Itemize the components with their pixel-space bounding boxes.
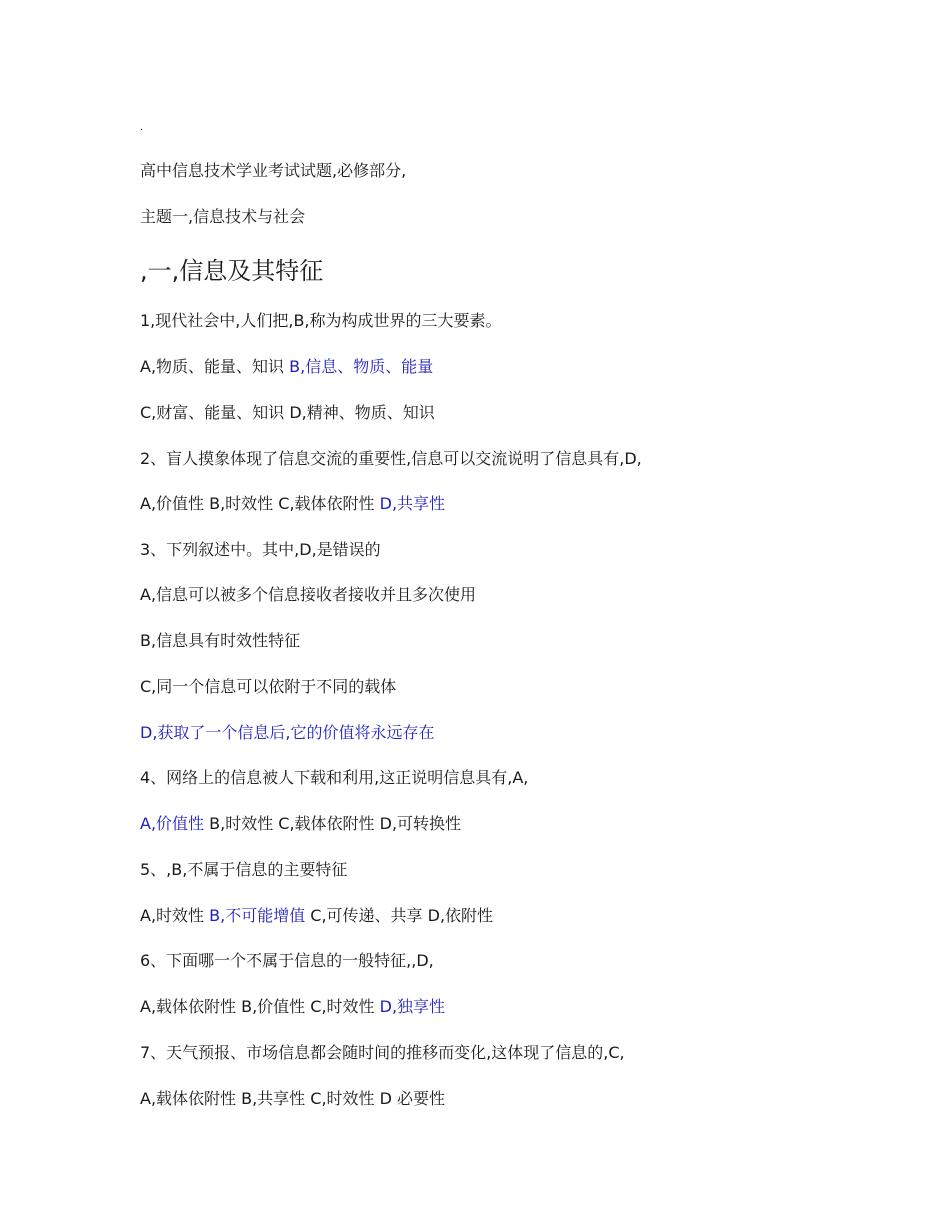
- question-2-options: [140, 493, 445, 515]
- question-5: 5、,B,不属于信息的主要特征: [140, 860, 348, 879]
- q3-option-b: B,信息具有时效性特征: [140, 631, 301, 650]
- question-3: 3、下列叙述中。其中,D,是错误的: [140, 540, 381, 559]
- question-5-options: [140, 905, 493, 927]
- question-1-options-line-1: [140, 356, 433, 378]
- q5-options-rest: C,可传递、共享 D,依附性: [305, 906, 494, 925]
- topic-title: 主题一,信息技术与社会: [140, 207, 306, 226]
- q5-option-a: A,时效性: [140, 906, 210, 925]
- question-7-options: A,载体依附性 B,共享性 C,时效性 D 必要性: [140, 1089, 446, 1108]
- question-7: 7、天气预报、市场信息都会随时间的推移而变化,这体现了信息的,C,: [140, 1043, 625, 1062]
- question-4: 4、网络上的信息被人下载和利用,这正说明信息具有,A,: [140, 768, 529, 787]
- q1-option-a: A,物质、能量、知识: [140, 357, 290, 376]
- question-2: 2、盲人摸象体现了信息交流的重要性,信息可以交流说明了信息具有,D,: [140, 449, 642, 468]
- q3-option-a: A,信息可以被多个信息接收者接收并且多次使用: [140, 585, 477, 604]
- q4-options-rest: B,时效性 C,载体依附性 D,可转换性: [204, 814, 462, 833]
- q6-answer-option-d: D,独享性: [379, 997, 446, 1016]
- question-1-options-line-2: C,财富、能量、知识 D,精神、物质、知识: [140, 403, 435, 422]
- question-6-options: [140, 996, 445, 1018]
- header-dot: .: [140, 122, 144, 133]
- question-6: 6、下面哪一个不属于信息的一般特征,,D,: [140, 951, 434, 970]
- document-title: 高中信息技术学业考试试题,必修部分,: [140, 161, 407, 180]
- q1-answer-option-b: B,信息、物质、能量: [289, 357, 434, 376]
- q2-answer-option-d: D,共享性: [379, 494, 446, 513]
- q3-answer-option-d: D,获取了一个信息后,它的价值将永远存在: [140, 723, 435, 742]
- q3-option-c: C,同一个信息可以依附于不同的载体: [140, 677, 397, 696]
- q4-answer-option-a: A,价值性: [140, 814, 205, 833]
- q5-answer-option-b: B,不可能增值: [209, 906, 306, 925]
- question-4-options: [140, 813, 461, 835]
- section-heading: ,一,信息及其特征: [140, 257, 324, 285]
- question-1: 1,现代社会中,人们把,B,称为构成世界的三大要素。: [140, 311, 502, 330]
- q6-options-abc: A,载体依附性 B,价值性 C,时效性: [140, 997, 380, 1016]
- q2-options-abc: A,价值性 B,时效性 C,载体依附性: [140, 494, 380, 513]
